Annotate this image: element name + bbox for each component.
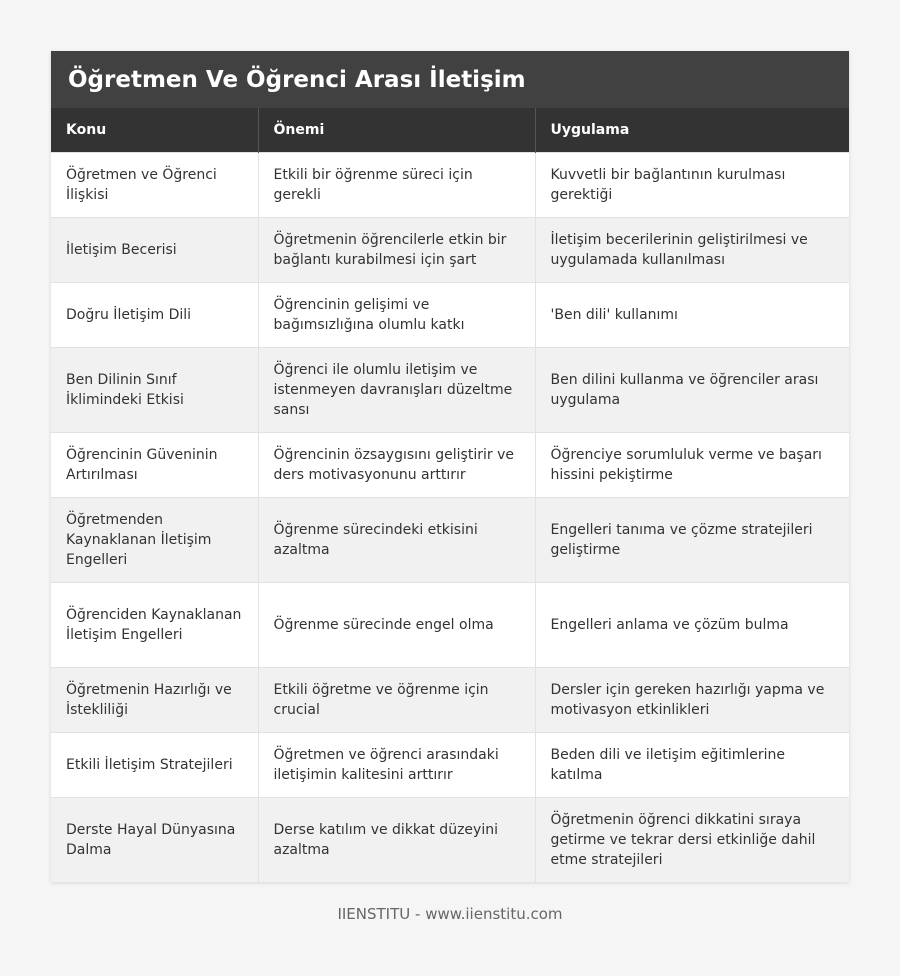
cell-onemi: Etkili öğretme ve öğrenme için crucial [258, 668, 535, 733]
cell-konu: Etkili İletişim Stratejileri [51, 733, 258, 798]
cell-konu: Doğru İletişim Dili [51, 283, 258, 348]
table-row [51, 583, 849, 668]
cell-konu: Öğretmenden Kaynaklanan İletişim Engelleri [51, 498, 258, 583]
cell-onemi: Öğretmen ve öğrenci arasındaki iletişimin kalitesini arttırır [258, 733, 535, 798]
cell-uygulama: Engelleri anlama ve çözüm bulma [535, 583, 849, 668]
table-row [51, 668, 849, 733]
table-row [51, 733, 849, 798]
header-row [51, 108, 849, 153]
table-row [51, 433, 849, 498]
footer-credit: IIENSTITU - www.iienstitu.com [337, 905, 563, 923]
cell-konu: Öğretmenin Hazırlığı ve İstekliliği [51, 668, 258, 733]
cell-uygulama: Engelleri tanıma ve çözme stratejileri geliştirme [535, 498, 849, 583]
cell-konu: Öğrenciden Kaynaklanan İletişim Engelleri [51, 583, 258, 668]
table-row [51, 798, 849, 883]
cell-onemi: Öğrenci ile olumlu iletişim ve istenmeyen davranışları düzeltme sansı [258, 348, 535, 433]
cell-konu: İletişim Becerisi [51, 218, 258, 283]
cell-konu: Derste Hayal Dünyasına Dalma [51, 798, 258, 883]
cell-konu: Ben Dilinin Sınıf İklimindeki Etkisi [51, 348, 258, 433]
table-row [51, 498, 849, 583]
cell-onemi: Öğretmenin öğrencilerle etkin bir bağlantı kurabilmesi için şart [258, 218, 535, 283]
title-bar [51, 51, 849, 108]
cell-uygulama: Öğretmenin öğrenci dikkatini sıraya getirme ve tekrar dersi etkinliğe dahil etme stratejileri [535, 798, 849, 883]
cell-uygulama: Kuvvetli bir bağlantının kurulması gerektiği [535, 153, 849, 218]
cell-onemi: Öğrenme sürecinde engel olma [258, 583, 535, 668]
table-row [51, 283, 849, 348]
cell-onemi: Etkili bir öğrenme süreci için gerekli [258, 153, 535, 218]
column-header-uygulama: Uygulama [535, 108, 849, 153]
cell-onemi: Öğrenme sürecindeki etkisini azaltma [258, 498, 535, 583]
cell-uygulama: Dersler için gereken hazırlığı yapma ve motivasyon etkinlikleri [535, 668, 849, 733]
cell-uygulama: Ben dilini kullanma ve öğrenciler arası uygulama [535, 348, 849, 433]
cell-onemi: Öğrencinin gelişimi ve bağımsızlığına olumlu katkı [258, 283, 535, 348]
cell-konu: Öğretmen ve Öğrenci İlişkisi [51, 153, 258, 218]
column-header-onemi: Önemi [258, 108, 535, 153]
table-row [51, 348, 849, 433]
cell-uygulama: Beden dili ve iletişim eğitimlerine katılma [535, 733, 849, 798]
cell-konu: Öğrencinin Güveninin Artırılması [51, 433, 258, 498]
cell-uygulama: Öğrenciye sorumluluk verme ve başarı hissini pekiştirme [535, 433, 849, 498]
table-row [51, 153, 849, 218]
table-row [51, 218, 849, 283]
cell-uygulama: 'Ben dili' kullanımı [535, 283, 849, 348]
cell-uygulama: İletişim becerilerinin geliştirilmesi ve uygulamada kullanılması [535, 218, 849, 283]
table-card [51, 51, 849, 882]
page-title: Öğretmen Ve Öğrenci Arası İletişim [68, 66, 526, 93]
cell-onemi: Derse katılım ve dikkat düzeyini azaltma [258, 798, 535, 883]
column-header-konu: Konu [51, 108, 258, 153]
cell-onemi: Öğrencinin özsaygısını geliştirir ve ders motivasyonunu arttırır [258, 433, 535, 498]
data-table [51, 108, 849, 882]
